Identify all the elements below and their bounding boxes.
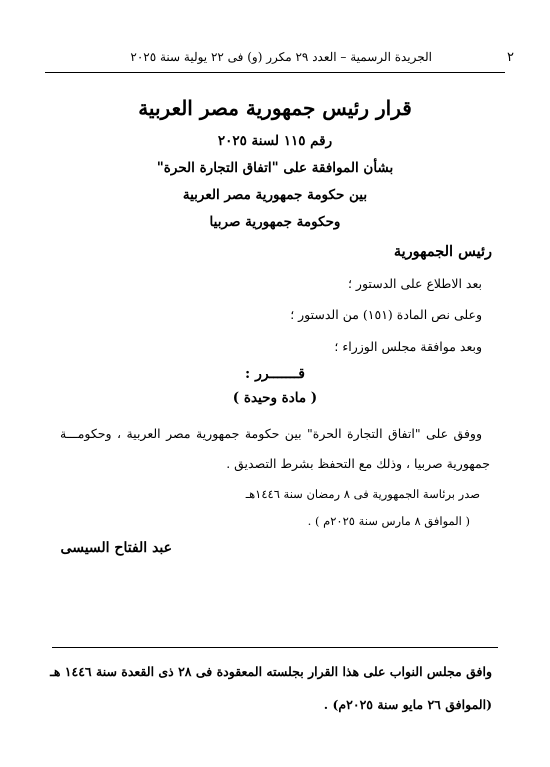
preamble-line-1: بعد الاطلاع على الدستور ؛ [347,276,482,291]
article-text-line-1: ووفق على "اتفاق التجارة الحرة" بين حكومة جمهورية مصر العربية ، وحكومـــة [60,426,482,441]
preamble-line-2: وعلى نص المادة (١٥١) من الدستور ؛ [290,307,482,322]
issued-line-2: ( الموافق ٨ مارس سنة ٢٠٢٥م ) . [307,514,470,528]
signature: عبد الفتاح السيسى [60,540,172,556]
article-text-line-2: جمهورية صربيا ، وذلك مع التحفظ بشرط التصديق . [226,456,490,471]
preamble-line-3: وبعد موافقة مجلس الوزراء ؛ [334,339,482,354]
header-rule [45,72,505,73]
decree-subject-line-2: بين حكومة جمهورية مصر العربية [182,187,368,203]
issued-line-1: صدر برئاسة الجمهورية فى ٨ رمضان سنة ١٤٤٦هـ [245,487,480,501]
decree-title: قرار رئيس جمهورية مصر العربية [138,96,412,120]
issuer-heading: رئيس الجمهورية [393,243,492,260]
decree-subject-line-1: بشأن الموافقة على "اتفاق التجارة الحرة" [156,160,394,176]
footer-rule [52,647,498,648]
footer-line-2: (الموافق ٢٦ مايو سنة ٢٠٢٥م) . [323,697,492,712]
article-heading: ( مادة وحيدة ) [232,390,318,406]
running-head: الجريدة الرسمية – العدد ٢٩ مكرر (و) فى ٢٢ يولية سنة ٢٠٢٥ [130,50,432,64]
page-number: ٢ [507,50,514,65]
decided-heading: قـــــــرر : [245,366,305,382]
decree-number: رقم ١١٥ لسنة ٢٠٢٥ [217,133,333,149]
decree-subject-line-3: وحكومة جمهورية صربيا [209,214,341,230]
footer-line-1: وافق مجلس النواب على هذا القرار بجلسته المعقودة فى ٢٨ ذى القعدة سنة ١٤٤٦ هـ [50,664,492,679]
